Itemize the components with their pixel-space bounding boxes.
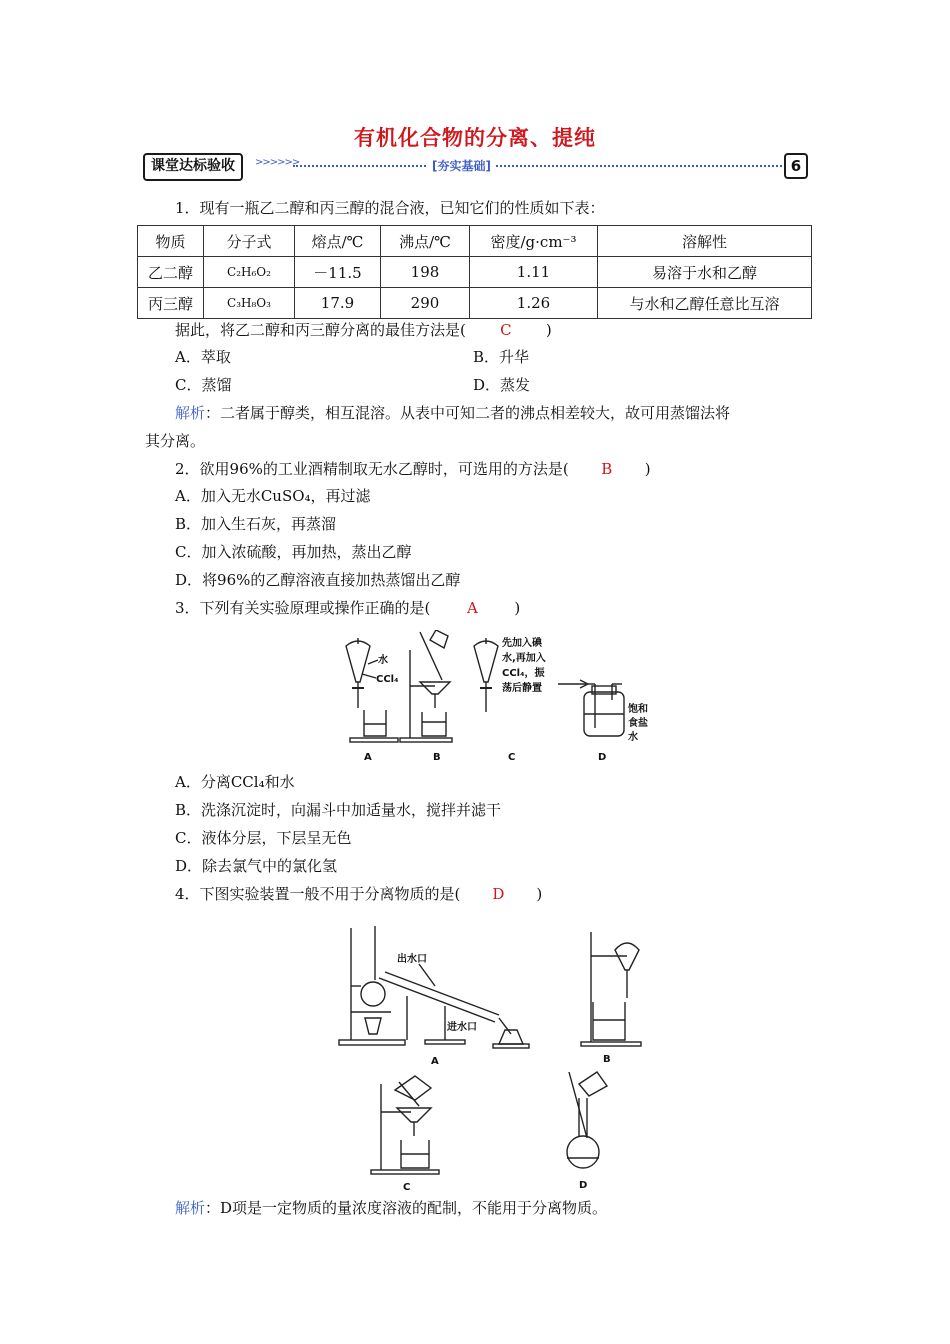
- q1-option-b: B．升华: [473, 348, 530, 366]
- q4-apparatus-figure: [335, 922, 650, 1202]
- q1-ask: 据此，将乙二醇和丙三醇分离的最佳方法是(: [175, 321, 466, 339]
- volumetric-flask-d: [567, 1072, 607, 1168]
- separatory-funnel-a: [346, 638, 398, 742]
- q2-option-b: B．加入生石灰，再蒸溜: [175, 515, 337, 533]
- d-note-line: 食盐: [628, 718, 648, 729]
- table-cell: 易溶于水和乙醇: [598, 257, 812, 288]
- banner-arrows: >>>>>>: [255, 157, 300, 168]
- q2-close: ): [644, 460, 651, 478]
- table-header-cell: 熔点/℃: [295, 226, 381, 257]
- distillation-a: [339, 926, 529, 1048]
- q1-stem: 1．现有一瓶乙二醇和丙三醇的混合液，已知它们的性质如下表：: [175, 199, 605, 217]
- q1-option-d: D．蒸发: [473, 376, 531, 394]
- table-row: [138, 288, 812, 319]
- section-banner: [143, 153, 808, 179]
- table-header-cell: 分子式: [204, 226, 295, 257]
- table-cell: 1.26: [470, 288, 598, 319]
- q4-close: ): [536, 885, 543, 903]
- d-note-line: 饱和: [628, 704, 648, 715]
- table-header-cell: 物质: [138, 226, 204, 257]
- fig3-label-d: D: [598, 752, 607, 763]
- c-note-line: 先加入碘: [502, 638, 542, 649]
- q4-stem: 4．下图实验装置一般不用于分离物质的是(: [175, 885, 461, 903]
- table-cell: 290: [381, 288, 470, 319]
- q3-question: [175, 598, 520, 618]
- q3-option-d: D．除去氯气中的氯化氢: [175, 857, 338, 875]
- q1-option-a: A．萃取: [175, 348, 231, 366]
- analysis-text: ：二者属于醇类，相互混溶。从表中可知二者的沸点相差较大，故可用蒸馏法将: [205, 404, 731, 422]
- table-header-cell: 沸点/℃: [381, 226, 470, 257]
- table-cell: 1.11: [470, 257, 598, 288]
- q3-answer: A: [466, 599, 478, 617]
- filtration-b: [400, 630, 452, 742]
- q3-apparatus-figure: [340, 630, 660, 765]
- table-cell: C₂H₆O₂: [204, 257, 295, 288]
- q2-answer: B: [601, 460, 613, 478]
- q1-analysis-cont: 其分离。: [145, 432, 206, 450]
- q3-option-c: C．液体分层，下层呈无色: [175, 829, 352, 847]
- properties-table: [137, 225, 812, 319]
- separatory-funnel-b: [581, 932, 641, 1046]
- table-cell: 198: [381, 257, 470, 288]
- table-row: [138, 257, 812, 288]
- banner-tag: [夯实基础]: [428, 157, 495, 174]
- separatory-funnel-c: [474, 638, 498, 712]
- label-inlet: 进水口: [447, 1022, 477, 1033]
- d-note-line: 水: [628, 732, 638, 743]
- table-header-cell: 密度/g·cm⁻³: [470, 226, 598, 257]
- banner-number: 6: [784, 153, 808, 179]
- q3-option-b: B．洗涤沉淀时，向漏斗中加适量水，搅拌并滤干: [175, 801, 502, 819]
- banner-divider: [293, 165, 782, 167]
- table-header-cell: 溶解性: [598, 226, 812, 257]
- q1-close: ): [545, 321, 552, 339]
- table-cell: 乙二醇: [138, 257, 204, 288]
- fig4-label-a: A: [431, 1056, 439, 1067]
- gas-washing-bottle-d: [558, 680, 624, 736]
- c-note-line: 荡后静置: [502, 683, 542, 694]
- q2-option-a: A．加入无水CuSO₄，再过滤: [175, 487, 371, 505]
- analysis-label: 解析: [175, 404, 206, 422]
- label-outlet: 出水口: [397, 954, 427, 965]
- fig4-label-d: D: [579, 1180, 588, 1191]
- q2-option-d: D．将96%的乙醇溶液直接加热蒸馏出乙醇: [175, 571, 461, 589]
- q1-answer: C: [500, 321, 512, 339]
- fig4-label-c: C: [403, 1182, 411, 1193]
- q3-close: ): [514, 599, 521, 617]
- q1-question: [175, 320, 552, 340]
- table-cell: 17.9: [295, 288, 381, 319]
- label-water: 水: [378, 655, 388, 666]
- q2-question: [175, 459, 651, 479]
- c-note-line: CCl₄，振: [502, 668, 545, 679]
- table-cell: －11.5: [295, 257, 381, 288]
- fig3-label-b: B: [433, 752, 441, 763]
- fig3-label-a: A: [364, 752, 372, 763]
- q4-analysis: [175, 1198, 607, 1218]
- q2-option-c: C．加入浓硫酸，再加热，蒸出乙醇: [175, 543, 412, 561]
- q3-option-a: A．分离CCl₄和水: [175, 773, 295, 791]
- analysis-text: ：D项是一定物质的量浓度溶液的配制，不能用于分离物质。: [205, 1199, 608, 1217]
- banner-label: 课堂达标验收: [143, 153, 243, 181]
- analysis-label: 解析: [175, 1199, 206, 1217]
- label-ccl4: CCl₄: [376, 674, 399, 685]
- fig4-label-b: B: [603, 1054, 611, 1065]
- q4-question: [175, 884, 542, 904]
- table-cell: 与水和乙醇任意比互溶: [598, 288, 812, 319]
- q2-stem: 2．欲用96%的工业酒精制取无水乙醇时，可选用的方法是(: [175, 460, 569, 478]
- q1-analysis: [175, 403, 730, 423]
- table-cell: C₃H₈O₃: [204, 288, 295, 319]
- page-title: 有机化合物的分离、提纯: [354, 126, 596, 150]
- filtration-c: [371, 1076, 439, 1174]
- q3-stem: 3．下列有关实验原理或操作正确的是(: [175, 599, 431, 617]
- q4-answer: D: [492, 885, 505, 903]
- table-header-row: [138, 226, 812, 257]
- c-note-line: 水,再加入: [502, 653, 546, 664]
- table-cell: 丙三醇: [138, 288, 204, 319]
- q1-option-c: C．蒸馏: [175, 376, 232, 394]
- fig3-label-c: C: [508, 752, 516, 763]
